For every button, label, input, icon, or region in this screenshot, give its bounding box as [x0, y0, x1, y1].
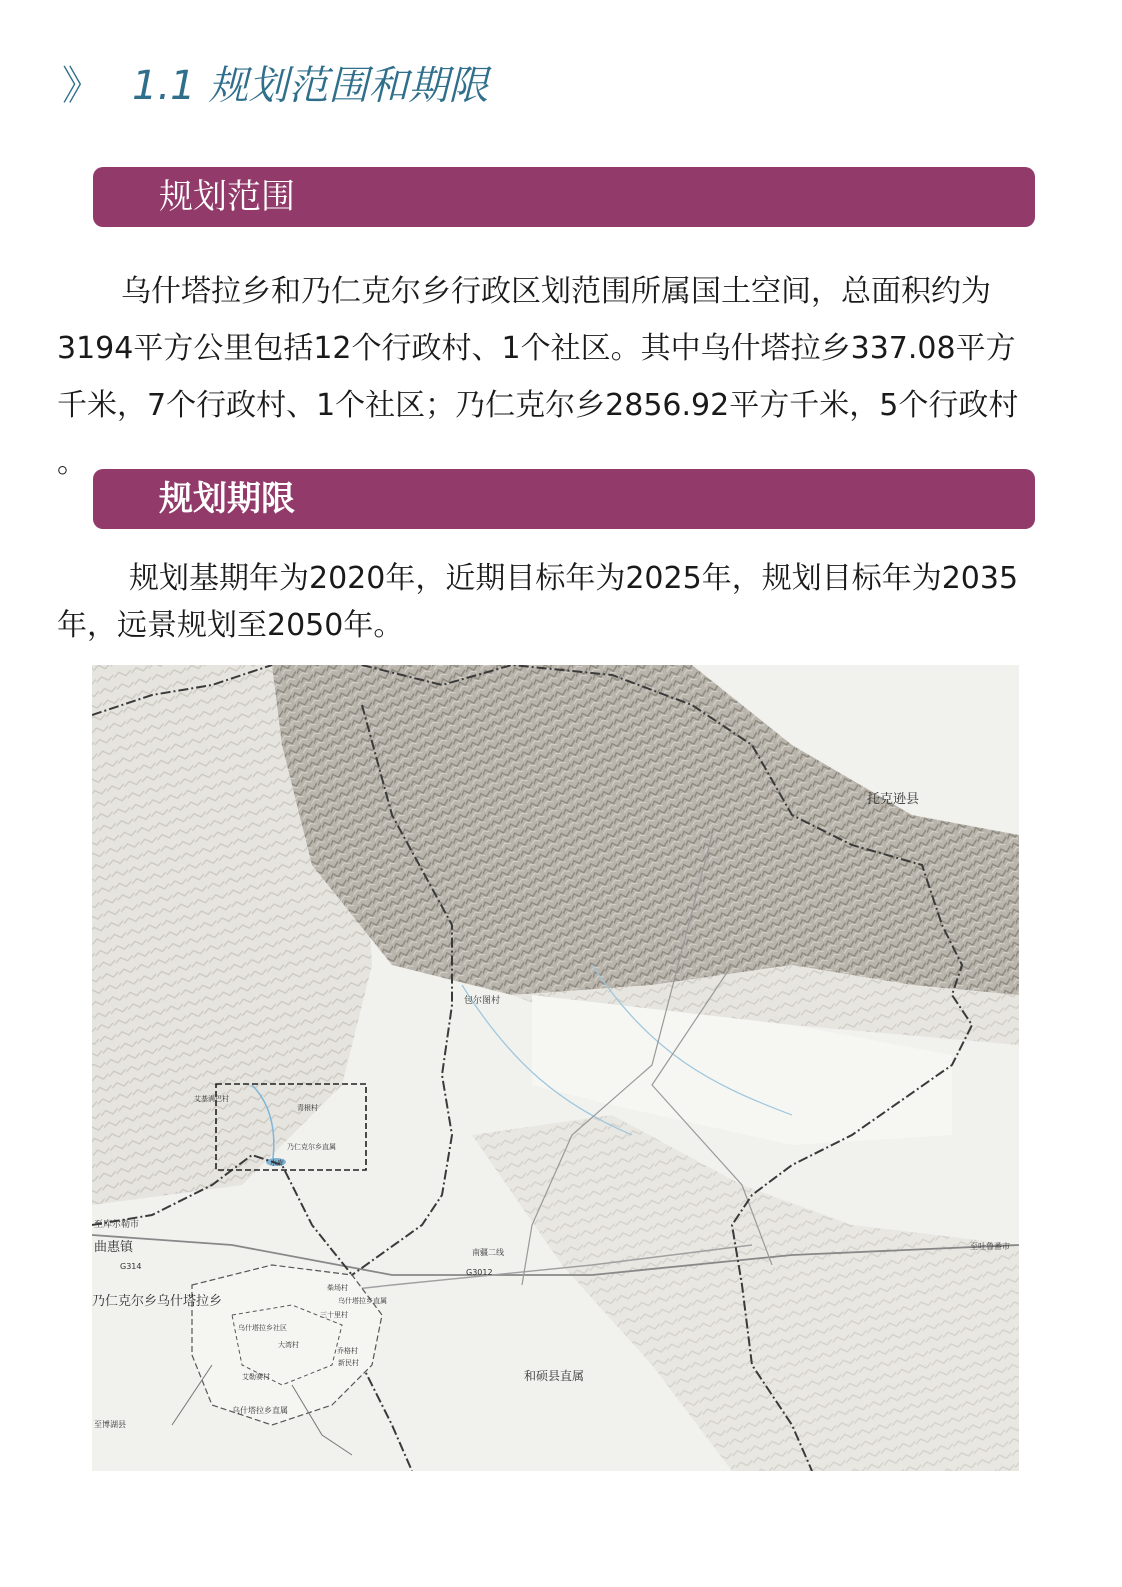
label-kuerle: 至库尔勒市	[94, 1220, 140, 1230]
range-line-3: 千米，7个行政村、1个社区；乃仁克尔乡2856.92平方千米，5个行政村	[57, 388, 1019, 423]
section-heading-period: 规划期限	[159, 479, 295, 519]
section-heading-bar-range	[93, 167, 1035, 227]
label-chaichang: 柴场村	[327, 1284, 348, 1292]
planning-area-map	[92, 665, 1019, 1471]
range-line-4: 。	[57, 445, 87, 480]
page-title: 1.1 规划范围和期限	[132, 63, 489, 109]
label-heshuo: 和硕县直属	[524, 1369, 585, 1383]
label-g3012: G3012	[466, 1268, 493, 1277]
label-ushtara-zs: 乌什塔拉乡直属	[232, 1406, 288, 1415]
period-line-2: 年，远景规划至2050年。	[57, 608, 404, 643]
period-line-1: 规划基期年为2020年，近期目标年为2025年，规划目标年为2035	[129, 561, 1019, 596]
label-qinggen: 青根村	[297, 1104, 318, 1112]
range-line-1: 乌什塔拉乡和乃仁克尔乡行政区划范围所属国土空间，总面积约为	[121, 274, 991, 309]
range-paragraph	[57, 263, 1057, 491]
map-canvas	[92, 665, 1019, 1471]
label-nanjiang: 南疆二线	[472, 1248, 504, 1257]
label-tuokexun: 托克逊县	[867, 792, 920, 807]
label-shuiku: 水库	[270, 1159, 284, 1167]
label-bohu: 至博湖县	[94, 1420, 126, 1429]
label-dawan: 大湾村	[278, 1341, 299, 1349]
label-naireng-zs: 乃仁克尔乡直属	[287, 1143, 336, 1151]
section-chevron-icon: 》	[62, 63, 102, 109]
label-naireng-usht: 乃仁克尔乡乌什塔拉乡	[92, 1294, 223, 1309]
period-paragraph	[57, 555, 1057, 649]
section-heading-range: 规划范围	[159, 177, 295, 217]
label-quhui: 曲惠镇	[94, 1240, 134, 1255]
label-ushtara-sq: 乌什塔拉乡社区	[238, 1324, 287, 1332]
label-xinmin: 新民村	[338, 1359, 359, 1367]
label-sanshi: 三十里村	[320, 1311, 348, 1319]
label-g314: G314	[120, 1262, 142, 1271]
label-baoercun: 包尔图村	[464, 996, 501, 1006]
section-heading-bar-period	[93, 469, 1035, 529]
label-qiaoge: 乔格村	[337, 1347, 358, 1355]
label-tulufan: 至吐鲁番市	[970, 1242, 1010, 1251]
label-ayimai: 艾勒赛村	[242, 1373, 270, 1381]
label-aijimeng: 艾基满巴村	[194, 1095, 229, 1103]
label-ushtara-zs2: 乌什塔拉乡直属	[338, 1297, 387, 1305]
range-line-2: 3194平方公里包括12个行政村、1个社区。其中乌什塔拉乡337.08平方	[57, 331, 1016, 366]
